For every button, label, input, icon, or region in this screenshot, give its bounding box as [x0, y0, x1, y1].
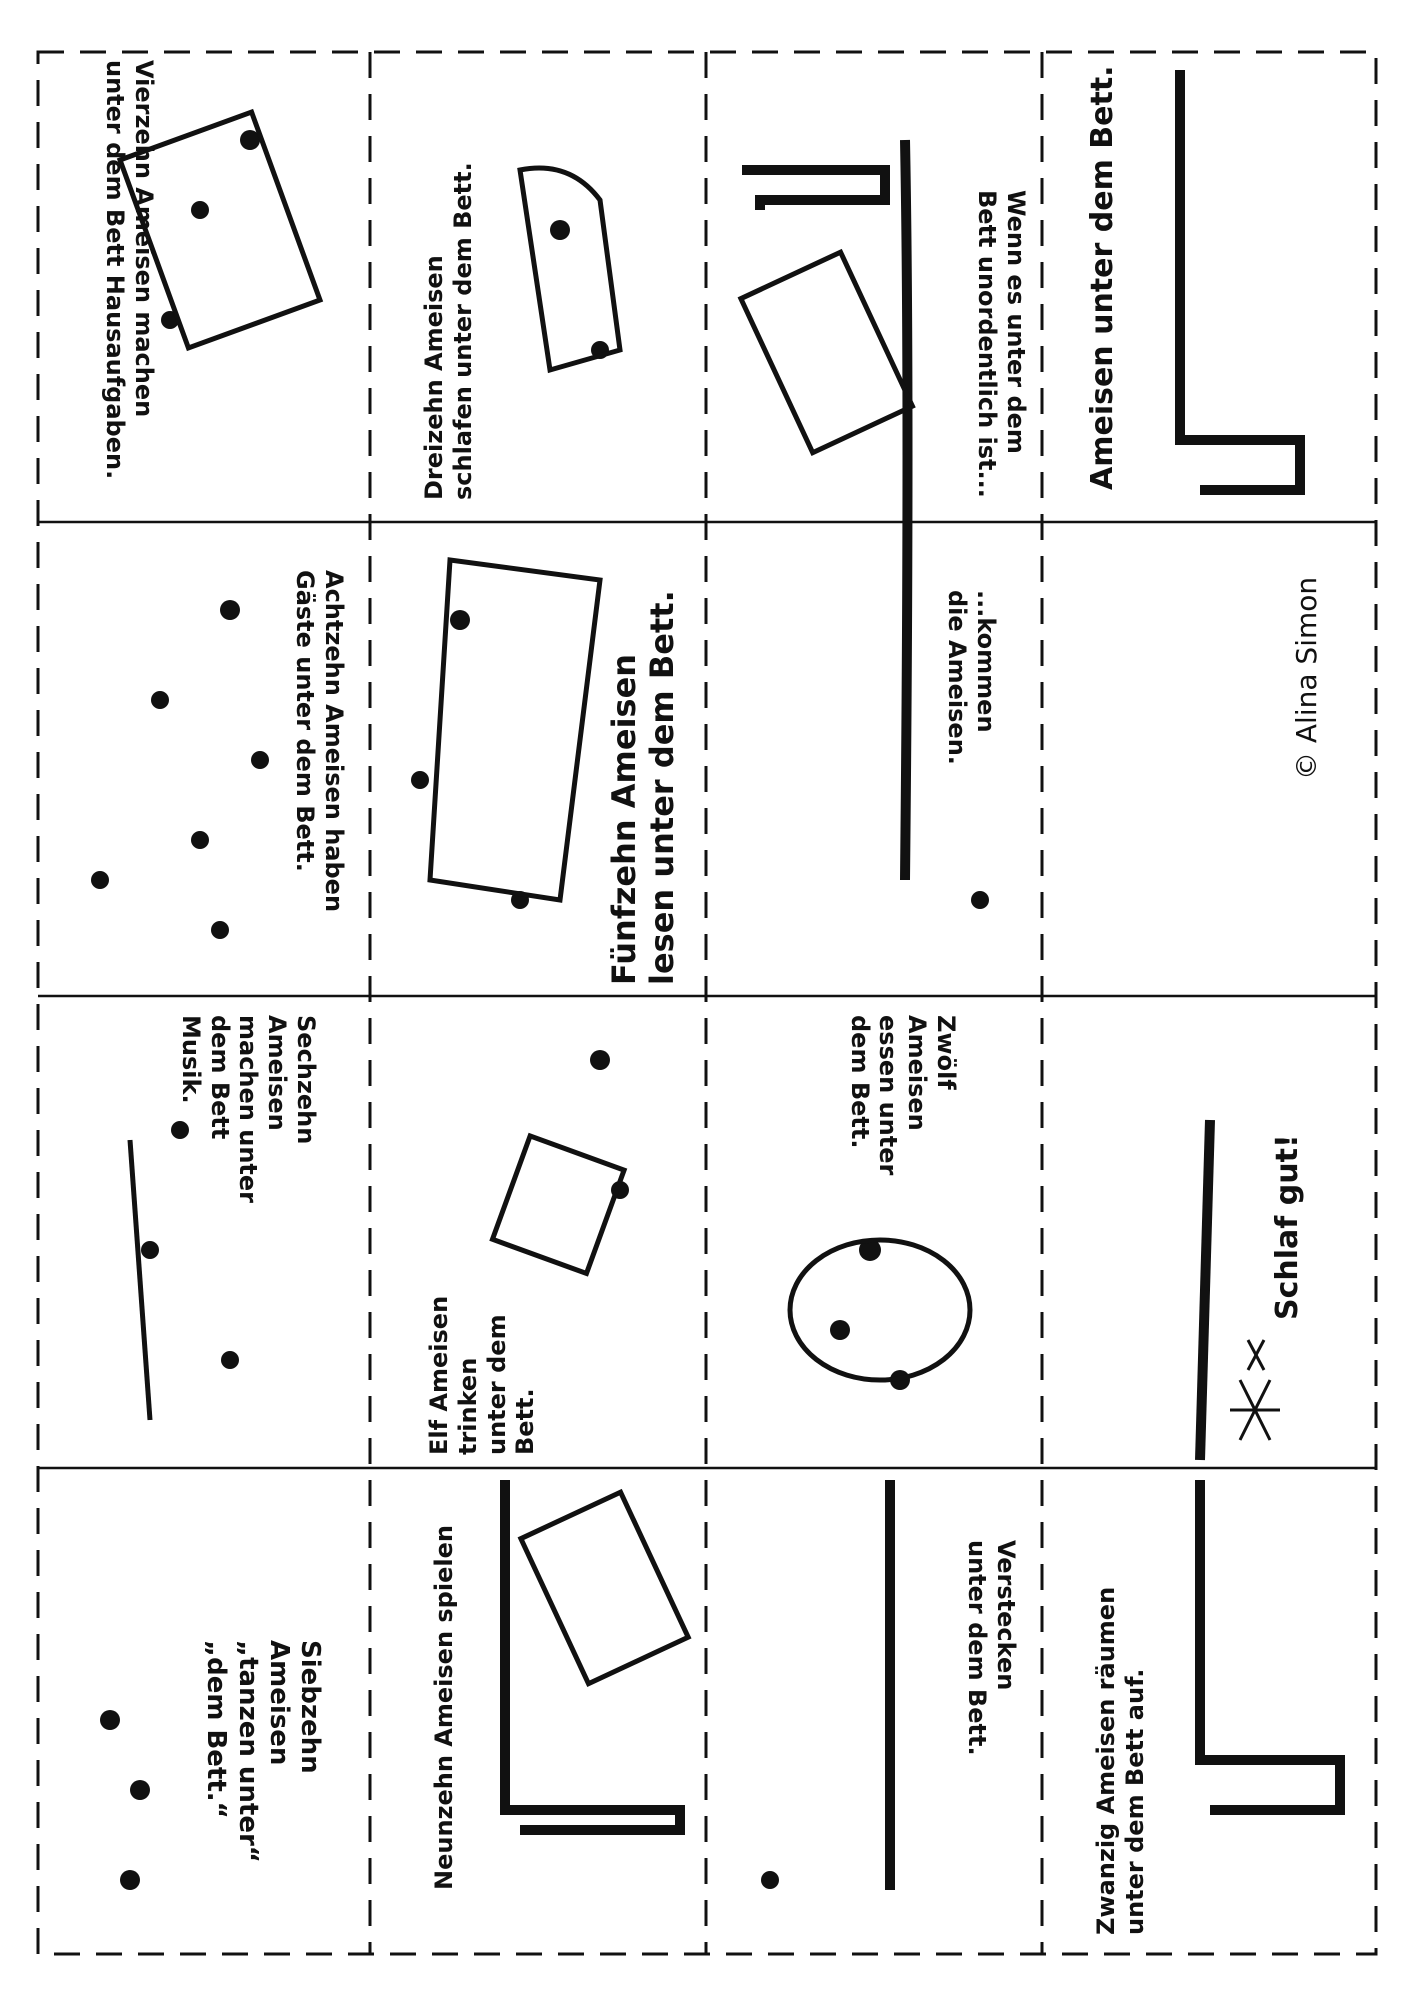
panel-11-ants-drinking: Elf Ameisen trinken unter dem Bett.: [425, 1295, 540, 1455]
stars-icon: [1230, 1340, 1280, 1440]
panel-12-ants-eating: Zwölf Ameisen essen unter dem Bett.: [845, 1015, 960, 1176]
ant-drawings: [91, 130, 989, 1890]
panel-18-ants-guests: Achtzehn Ameisen haben Gäste unter dem Bett.: [291, 570, 348, 913]
panel-20-ants-tidy-up: Zwanzig Ameisen räumen unter dem Bett auf.: [1092, 1586, 1149, 1935]
panel-13-ants-sleeping: Dreizehn Ameisen schlafen unter dem Bett.: [420, 162, 477, 500]
panel-19-hide-and-seek: Verstecken unter dem Bett.: [963, 1540, 1020, 1756]
copyright-text: © Alina Simon: [1290, 576, 1323, 780]
object-drawings: [120, 112, 970, 1684]
page-title: Ameisen unter dem Bett.: [1085, 65, 1120, 490]
panel-16-ants-music: Sechzehn Ameisen machen unter dem Bett Musik.: [176, 1015, 320, 1203]
panel-15-ants-reading: Fünfzehn Ameisen lesen unter dem Bett.: [605, 590, 682, 985]
panel-good-night: Schlaf gut!: [1270, 1134, 1305, 1320]
panel-ants-come: ...kommen die Ameisen.: [943, 590, 1000, 765]
panel-messy-bed: Wenn es unter dem Bett unordentlich ist...: [973, 190, 1030, 498]
panel-14-ants-homework: Vierzehn Ameisen machen unter dem Bett Hausaufgaben.: [101, 60, 158, 480]
bed-illustration-bottom: [505, 1120, 1340, 1890]
panel-17-ants-dancing: Siebzehn Ameisen „tanzen unter“ „dem Bett.“: [201, 1640, 325, 1863]
panel-19-ants-playing: Neunzehn Ameisen spielen: [430, 1525, 458, 1890]
